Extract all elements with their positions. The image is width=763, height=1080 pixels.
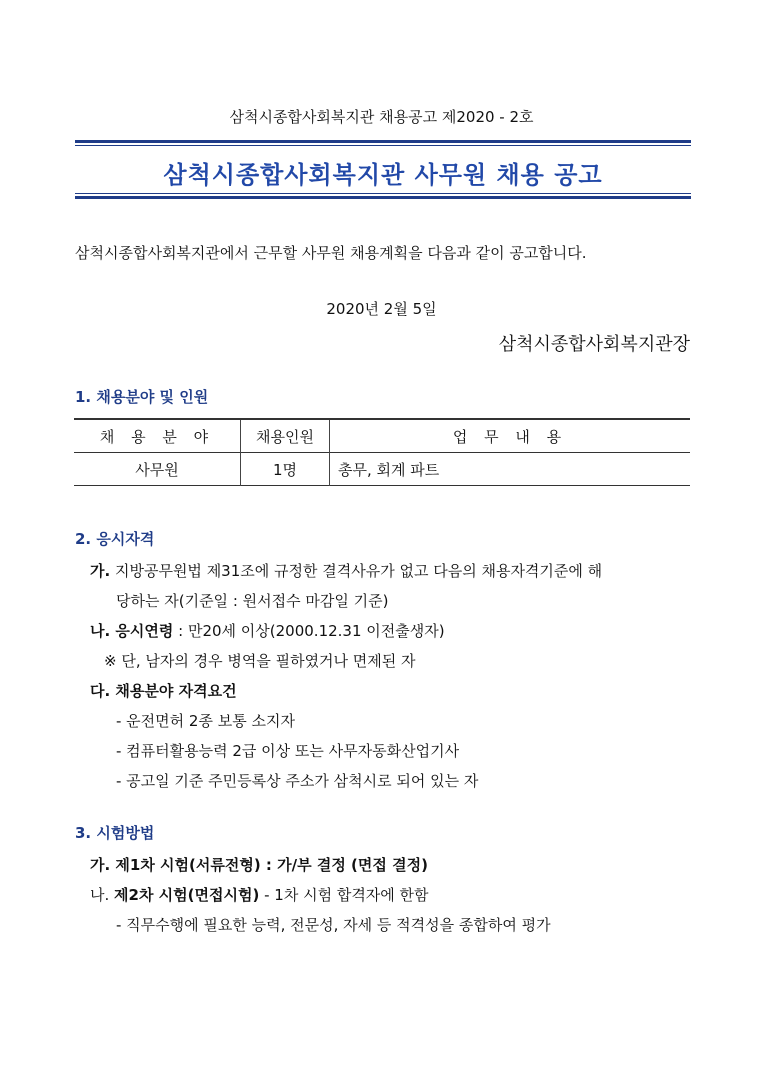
recruitment-table: [74, 418, 690, 486]
qualification-b: [90, 620, 445, 641]
cell-duty: 총무, 회계 파트: [330, 453, 691, 486]
intro-text: 삼척시종합사회복지관에서 근무할 사무원 채용계획을 다음과 같이 공고합니다.: [75, 244, 587, 262]
qualification-a: [90, 560, 602, 581]
header-duty: 업 무 내 용: [330, 419, 691, 453]
exam-second-detail: - 직무수행에 필요한 능력, 전문성, 자세 등 적격성을 종합하여 평가: [116, 916, 551, 934]
list-item: - 공고일 기준 주민등록상 주소가 삼척시로 되어 있는 자: [116, 772, 479, 790]
cell-count: 1명: [241, 453, 330, 486]
header-field: 채 용 분 야: [74, 419, 241, 453]
qualification-a-marker: 가.: [90, 562, 111, 580]
qualification-a-text: 지방공무원법 제31조에 규정한 결격사유가 없고 다음의 채용자격기준에 해: [114, 562, 603, 580]
list-item: - 컴퓨터활용능력 2급 이상 또는 사무자동화산업기사: [116, 742, 460, 760]
exam-second-marker: 나.: [90, 886, 115, 904]
table-row: [74, 453, 690, 486]
age-text: : 만20세 이상(2000.12.31 이전출생자): [173, 622, 445, 640]
issuer-name: 삼척시종합사회복지관장: [498, 334, 690, 355]
table-header-row: [74, 419, 690, 453]
qualification-a-cont: 당하는 자(기준일 : 원서접수 마감일 기준): [116, 592, 389, 610]
age-label: 나. 응시연령: [90, 622, 174, 640]
title-band: [75, 140, 691, 200]
notice-number: 삼척시종합사회복지관 채용공고 제2020 - 2호: [229, 108, 534, 126]
header-count: 채용인원: [241, 419, 330, 453]
document-title: 삼척시종합사회복지관 사무원 채용 공고: [163, 161, 603, 189]
section-3-heading: 3. 시험방법: [75, 824, 155, 842]
title-rule-top: [75, 140, 691, 143]
section-1-heading: 1. 채용분야 및 인원: [75, 388, 209, 406]
exam-second-text: - 1차 시험 합격자에 한함: [259, 886, 429, 904]
exam-second-stage: [90, 884, 429, 905]
section-2-heading: 2. 응시자격: [75, 530, 155, 548]
title-rule-bottom: [75, 196, 691, 199]
exam-second-label: 제2차 시험(면접시험): [114, 886, 260, 904]
title-rule-top-thin: [75, 145, 691, 146]
military-note: ※ 단, 남자의 경우 병역을 필하였거나 면제된 자: [104, 652, 416, 670]
notice-date: 2020년 2월 5일: [326, 300, 437, 318]
title-rule-bottom-thin: [75, 193, 691, 194]
exam-first-stage: 가. 제1차 시험(서류전형) : 가/부 결정 (면접 결정): [90, 856, 428, 874]
qualification-c: 다. 채용분야 자격요건: [90, 682, 237, 700]
list-item: - 운전면허 2종 보통 소지자: [116, 712, 295, 730]
cell-field: 사무원: [74, 453, 241, 486]
